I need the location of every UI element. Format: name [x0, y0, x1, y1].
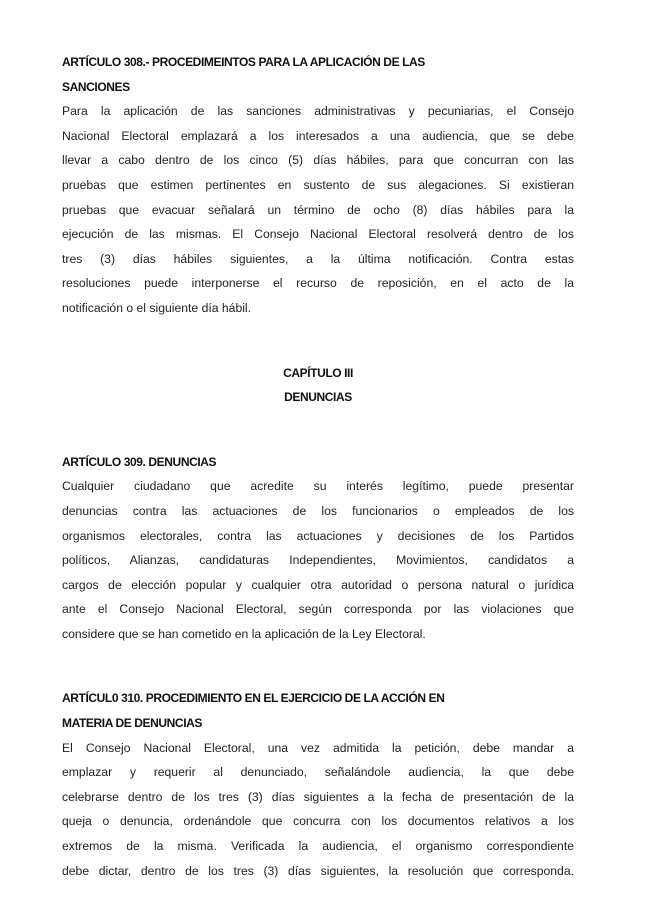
- paragraph-line: resoluciones puede interponerse el recurso de reposición, en el acto de la: [62, 276, 574, 291]
- chapter-title: DENUNCIAS: [284, 390, 352, 405]
- paragraph-line: ejecución de las mismas. El Consejo Nacional Electoral resolverá dentro de los: [62, 227, 574, 242]
- article-heading: SANCIONES: [62, 79, 130, 94]
- paragraph-line: cargos de elección popular y cualquier otra autoridad o persona natural o jurídica: [62, 577, 574, 592]
- document-page: [62, 50, 574, 883]
- paragraph-line: ante el Consejo Nacional Electoral, según corresponda por las violaciones que: [62, 602, 574, 617]
- article-heading: ARTÍCULO 308.- PROCEDIMEINTOS PARA LA APLICACIÓN DE LAS: [62, 55, 425, 69]
- paragraph-line: emplazar y requerir al denunciado, señalándole audiencia, la que debe: [62, 765, 574, 780]
- paragraph-line: considere que se han cometido en la aplicación de la Ley Electoral.: [62, 626, 426, 641]
- article-308: [62, 50, 574, 321]
- chapter-number: CAPÍTULO III: [283, 365, 353, 380]
- article-310: [62, 686, 574, 883]
- article-heading: ARTÍCUL0 310. PROCEDIMIENTO EN EL EJERCICIO DE LA ACCIÓN EN: [62, 691, 445, 706]
- article-heading: ARTÍCULO 309. DENUNCIAS: [62, 454, 217, 469]
- paragraph-line: organismos electorales, contra las actuaciones y decisiones de los Partidos: [62, 528, 574, 543]
- paragraph-line: políticos, Alianzas, candidaturas Independientes, Movimientos, candidatos a: [62, 553, 574, 568]
- paragraph-line: llevar a cabo dentro de los cinco (5) días hábiles, para que concurran con las: [62, 153, 574, 168]
- paragraph-line: Para la aplicación de las sanciones administrativas y pecuniarias, el Consejo: [62, 104, 574, 119]
- paragraph-line: denuncias contra las actuaciones de los funcionarios o empleados de los: [62, 503, 574, 518]
- paragraph-line: El Consejo Nacional Electoral, una vez admitida la petición, debe mandar a: [62, 740, 574, 755]
- paragraph-line: pruebas que evacuar señalará un término de ocho (8) días hábiles para la: [62, 202, 574, 217]
- paragraph-line: celebrarse dentro de los tres (3) días siguientes a la fecha de presentación de la: [62, 789, 574, 804]
- paragraph-line: notificación o el siguiente día hábil.: [62, 300, 252, 315]
- paragraph-line: extremos de la misma. Verificada la audiencia, el organismo correspondiente: [62, 839, 574, 854]
- paragraph-line: tres (3) días hábiles siguientes, a la última notificación. Contra estas: [62, 251, 574, 266]
- article-heading: MATERIA DE DENUNCIAS: [62, 716, 203, 731]
- article-309: [62, 450, 574, 647]
- paragraph-line: Cualquier ciudadano que acredite su interés legítimo, puede presentar: [62, 479, 574, 494]
- paragraph-line: pruebas que estimen pertinentes en sustento de sus alegaciones. Si existieran: [62, 177, 574, 192]
- chapter-heading: [62, 361, 574, 410]
- paragraph-line: Nacional Electoral emplazará a los interesados a una audiencia, que se debe: [62, 128, 574, 143]
- paragraph-line: debe dictar, dentro de los tres (3) días siguientes, la resolución que corresponda.: [62, 863, 574, 878]
- paragraph-line: queja o denuncia, ordenándole que concurra con los documentos relativos a los: [62, 814, 574, 829]
